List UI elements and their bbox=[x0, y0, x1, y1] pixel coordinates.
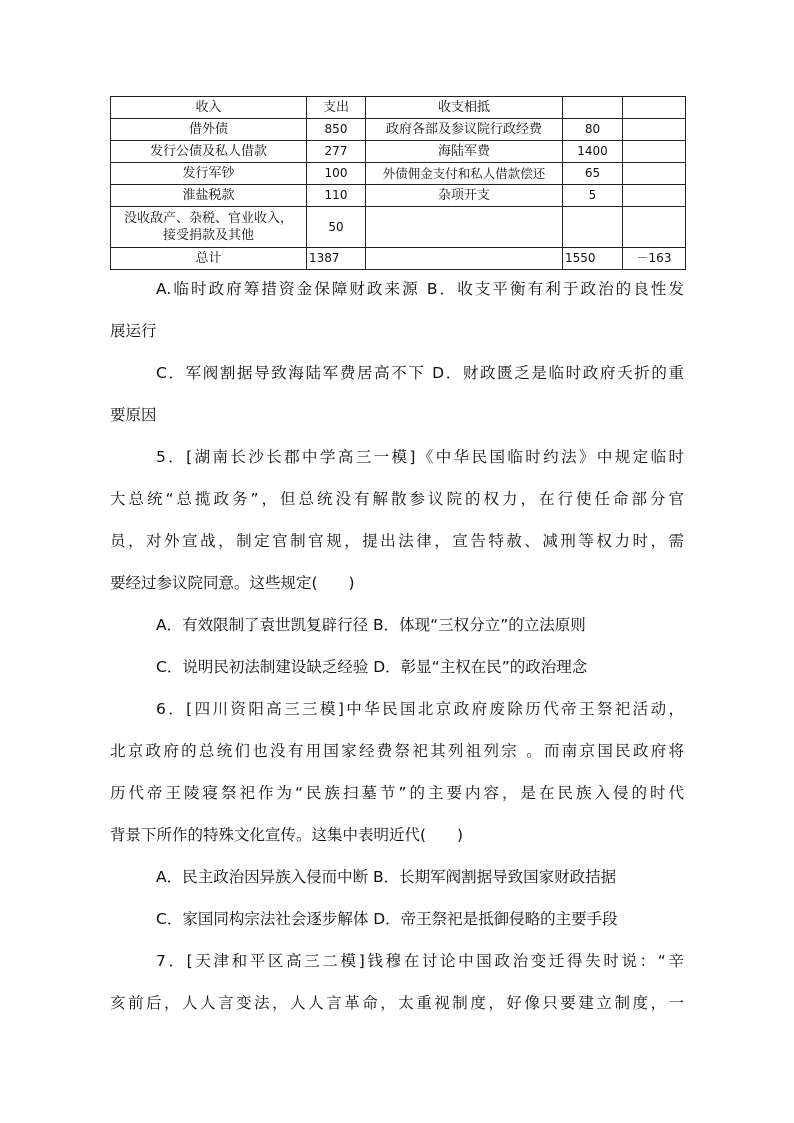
table-cell: 1387 bbox=[307, 248, 366, 270]
option-line: A．有效限制了袁世凯复辟行径 B．体现“三权分立”的立法原则 bbox=[156, 616, 586, 634]
table-cell bbox=[623, 163, 686, 185]
table-cell: 借外债 bbox=[111, 119, 307, 141]
table-header-row bbox=[111, 97, 686, 119]
table-cell: 1550 bbox=[563, 248, 623, 270]
option-line: A.临时政府筹措资金保障财政来源 B．收支平衡有利于政治的良性发 bbox=[156, 280, 684, 298]
table-cell: 850 bbox=[307, 119, 366, 141]
table-cell bbox=[623, 185, 686, 207]
question-5-line: 5．[湖南长沙长郡中学高三一模]《中华民国临时约法》中规定临时 bbox=[156, 448, 684, 466]
table-cell: 杂项开支 bbox=[366, 185, 563, 207]
table-cell bbox=[111, 207, 307, 248]
text-line: 亥前后，人人言变法，人人言革命，太重视制度，好像只要建立制度，一 bbox=[110, 994, 684, 1012]
option-line: C．家国同构宗法社会逐步解体 D．帝王祭祀是抵御侵略的主要手段 bbox=[156, 910, 618, 928]
table-cell: 1400 bbox=[563, 141, 623, 163]
text-line: 背景下所作的特殊文化宣传。这集中表明近代( ) bbox=[110, 826, 464, 844]
header-cell bbox=[563, 97, 623, 119]
header-cell bbox=[623, 97, 686, 119]
table-cell: 总计 bbox=[111, 248, 307, 270]
text-line: 北京政府的总统们也没有用国家经费祭祀其列祖列宗 。而南京国民政府将 bbox=[110, 742, 684, 760]
text-line: 展运行 bbox=[110, 322, 157, 340]
table-cell: 100 bbox=[307, 163, 366, 185]
text-line: 要经过参议院同意。这些规定( ) bbox=[110, 574, 355, 592]
table-cell: 110 bbox=[307, 185, 366, 207]
table-row bbox=[111, 207, 686, 248]
table-row bbox=[111, 185, 686, 207]
table-cell bbox=[366, 207, 563, 248]
table-cell: 277 bbox=[307, 141, 366, 163]
table-cell bbox=[366, 248, 563, 270]
table-cell: 政府各部及参议院行政经费 bbox=[366, 119, 563, 141]
table-cell: －163 bbox=[623, 248, 686, 270]
table-row bbox=[111, 141, 686, 163]
cell-line: 没收敌产、杂税、官业收入， bbox=[123, 211, 293, 226]
table-cell bbox=[623, 119, 686, 141]
table-cell: 发行军钞 bbox=[111, 163, 307, 185]
table-cell: 发行公债及私人借款 bbox=[111, 141, 307, 163]
table-cell: 50 bbox=[307, 207, 366, 248]
text-line: 大总统“总揽政务”，但总统没有解散参议院的权力，在行使任命部分官 bbox=[110, 490, 684, 508]
table-row bbox=[111, 163, 686, 185]
table-cell: 淮盐税款 bbox=[111, 185, 307, 207]
table-cell: 80 bbox=[563, 119, 623, 141]
table-cell bbox=[623, 141, 686, 163]
question-7-line: 7．[天津和平区高三二模]钱穆在讨论中国政治变迁得失时说：“辛 bbox=[156, 952, 684, 970]
cell-line: 接受捐款及其他 bbox=[162, 228, 254, 243]
finance-table bbox=[110, 96, 686, 270]
text-line: 历代帝王陵寝祭祀作为“民族扫墓节”的主要内容，是在民族入侵的时代 bbox=[110, 784, 684, 802]
table-cell: 65 bbox=[563, 163, 623, 185]
table-cell bbox=[623, 207, 686, 248]
header-cell: 收支相抵 bbox=[366, 97, 563, 119]
text-line: 要原因 bbox=[110, 406, 157, 424]
table-cell: 外债佣金支付和私人借款偿还 bbox=[366, 163, 563, 185]
option-line: C．军阀割据导致海陆军费居高不下 D．财政匮乏是临时政府夭折的重 bbox=[156, 364, 684, 382]
option-line: A．民主政治因异族入侵而中断 B．长期军阀割据导致国家财政拮据 bbox=[156, 868, 617, 886]
header-cell: 支出 bbox=[307, 97, 366, 119]
table-cell: 海陆军费 bbox=[366, 141, 563, 163]
option-line: C．说明民初法制建设缺乏经验 D．彰显“主权在民”的政治理念 bbox=[156, 658, 588, 676]
text-line: 员，对外宣战，制定官制官规，提出法律，宣告特赦、减刑等权力时，需 bbox=[110, 532, 684, 550]
table-total-row bbox=[111, 248, 686, 270]
table-cell: 5 bbox=[563, 185, 623, 207]
table-cell bbox=[563, 207, 623, 248]
question-6-line: 6．[四川资阳高三三模]中华民国北京政府废除历代帝王祭祀活动， bbox=[156, 700, 684, 718]
table-row bbox=[111, 119, 686, 141]
header-cell: 收入 bbox=[111, 97, 307, 119]
